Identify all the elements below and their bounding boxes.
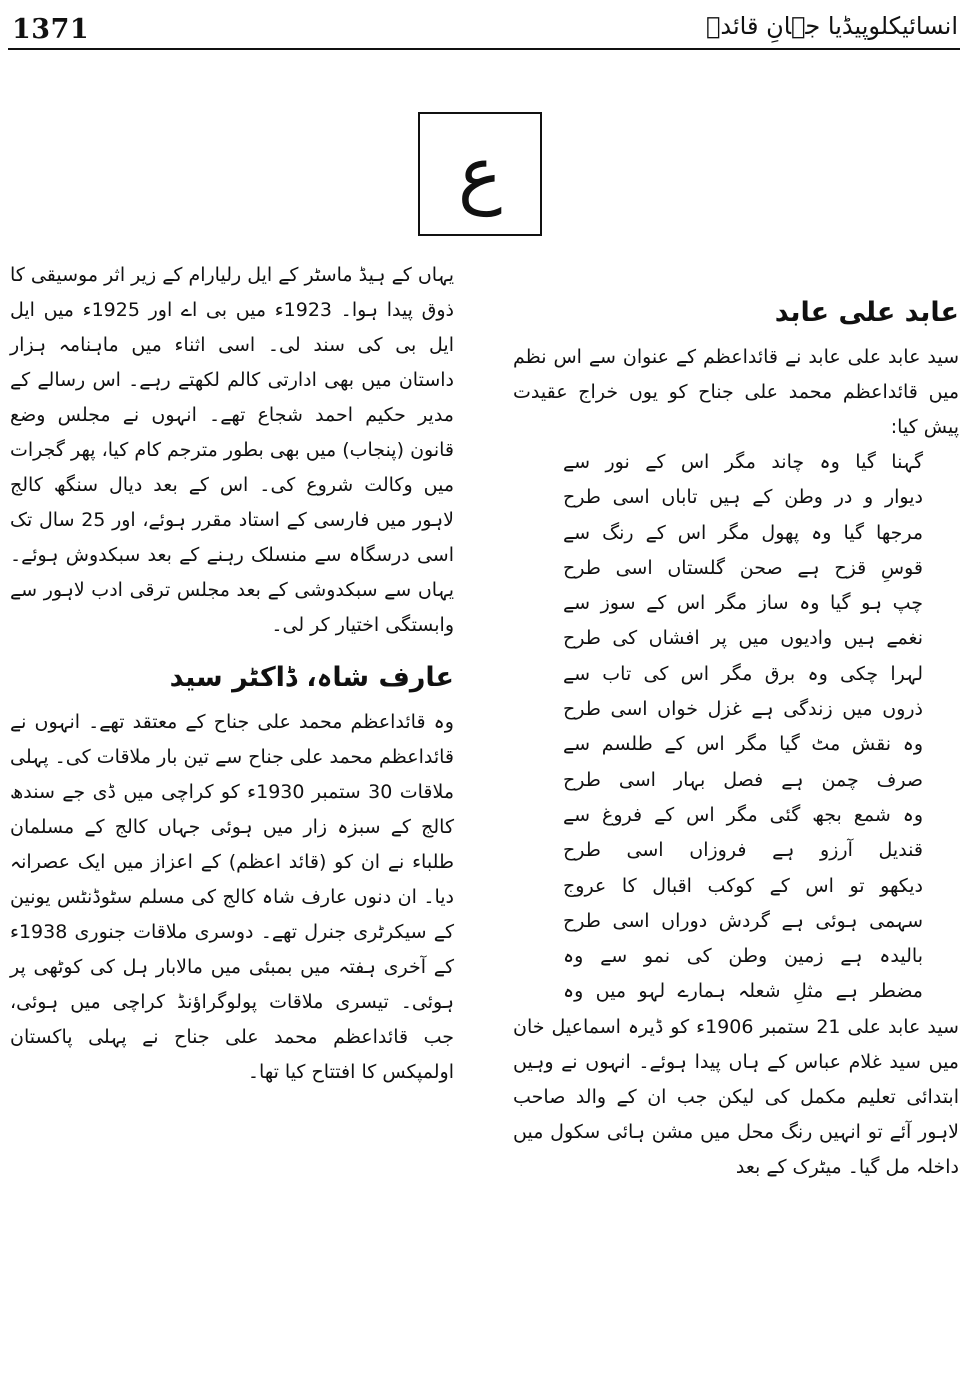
poem-line: دیوار و در وطن کے ہیں تاباں اسی طرح	[563, 486, 923, 509]
poem-line: وہ شمع بجھ گئی مگر اس کے فروغ سے	[563, 803, 923, 826]
poem-line: قندیل آرزو ہے فروزاں اسی طرح	[563, 839, 923, 862]
left-column	[10, 258, 454, 1090]
entry-heading-abid-ali-abid: عابد علی عابد	[774, 297, 959, 328]
continued-paragraph: یہاں کے ہیڈ ماسٹر کے ایل رلیارام کے زیر اثر موسیقی کا ذوق پیدا ہوا۔ 1923ء میں بی اے اور 1925ء میں ایل ایل بی کی سند لی۔ اسی اثناء میں ماہنامہ ہزار داستان میں بھی ادارتی کالم لکھتے رہے۔ اس رسالے کے مدیر حکیم احمد شجاع تھے۔ انہوں نے مجلس وضع قانون (پنجاب) میں بھی بطور مترجم کام کیا، پھر گجرات میں وکالت شروع کی۔ اس کے بعد دیال سنگھ کالج لاہور میں فارسی کے استاد مقرر ہوئے، اور 25 سال تک اسی درسگاہ سے منسلک رہنے کے بعد سبکدوش ہوئے۔ یہاں سے سبکدوشی کے بعد مجلس ترقی ادب لاہور سے وابستگی اختیار کر لی۔	[10, 264, 454, 636]
running-title: انسائیکلوپیڈیا جہانِ قائدؒ	[706, 12, 958, 40]
right-column	[513, 288, 959, 1185]
page-number: 1371	[12, 14, 90, 45]
poem-line: لہرا چکی وہ برق مگر اس کی تاب سے	[563, 662, 923, 685]
poem-line: چپ ہو گیا وہ ساز مگر اس کے سوز سے	[563, 592, 923, 615]
section-letter: ع	[457, 131, 503, 217]
poem-line: صرف چمن ہے فصل بہار اسی طرح	[563, 768, 923, 791]
poem-line: مضطر ہے مثلِ شعلہ ہمارے لہو میں وہ	[563, 980, 923, 1003]
entry-paragraph-arif-shah: وہ قائداعظم محمد علی جناح کے معتقد تھے۔ انہوں نے قائداعظم محمد علی جناح سے تین بار ملاقات کی۔ پہلی ملاقات 30 ستمبر 1930ء کو کراچی میں ڈی جے سندھ کالج کے سبزہ زار میں ہوئی جہاں کالج کے مسلمان طلباء نے ان کو (قائد اعظم) کے اعزاز میں ایک عصرانہ دیا۔ ان دنوں عارف شاہ کالج کی مسلم سٹوڈنٹس یونین کے سیکرٹری جنرل تھے۔ دوسری ملاقات جنوری 1938ء کے آخری ہفتہ میں بمبئی میں مالابار ہل کی کوٹھی پر ہوئی۔ تیسری ملاقات پولوگراؤنڈ کراچی میں ہوئی، جب قائداعظم محمد علی جناح نے پہلی پاکستان اولمپکس کا افتتاح کیا تھا۔	[10, 711, 455, 1083]
section-letter-box	[418, 112, 542, 236]
poem-line: نغمے ہیں وادیوں میں پر افشاں کی طرح	[563, 627, 923, 650]
poem-line: بالیدہ ہے زمین وطن کی نمو سے وہ	[563, 945, 923, 968]
intro-paragraph-abid: سید عابد علی عابد نے قائداعظم کے عنوان سے اس نظم میں قائداعظم محمد علی جناح کو یوں خراج عقیدت پیش کیا:	[513, 346, 959, 438]
poem-line: سہمی ہوئی ہے گردش دوراں اسی طرح	[563, 909, 923, 932]
poem-line: وہ نقش مٹ گیا مگر اس کے طلسم سے	[563, 733, 923, 756]
header-rule	[8, 48, 960, 50]
poem-line: گہنا گیا وہ چاند مگر اس کے نور سے	[563, 451, 923, 473]
bio-paragraph-abid: سید عابد علی 21 ستمبر 1906ء کو ڈیرہ اسماعیل خان میں سید غلام عباس کے ہاں پیدا ہوئے۔ انہوں نے وہیں ابتدائی تعلیم مکمل کی لیکن جب ان کے والد صاحب لاہور آئے تو انہیں رنگ محل میں مشن ہائی سکول میں داخلہ مل گیا۔ میٹرک کے بعد	[513, 1015, 959, 1178]
entry-heading-arif-shah: عارف شاہ، ڈاکٹر سید	[169, 662, 454, 693]
poem-line: دیکھو تو اس کے کوکب اقبال کا عروج	[563, 874, 923, 897]
poem	[563, 445, 959, 1010]
poem-line: مرجھا گیا وہ پھول مگر اس کے رنگ سے	[563, 521, 923, 544]
poem-line: ذروں میں زندگی ہے غزل خواں اسی طرح	[563, 698, 923, 721]
poem-line: قوسِ قزح ہے صحن گلستاں اسی طرح	[563, 556, 923, 579]
